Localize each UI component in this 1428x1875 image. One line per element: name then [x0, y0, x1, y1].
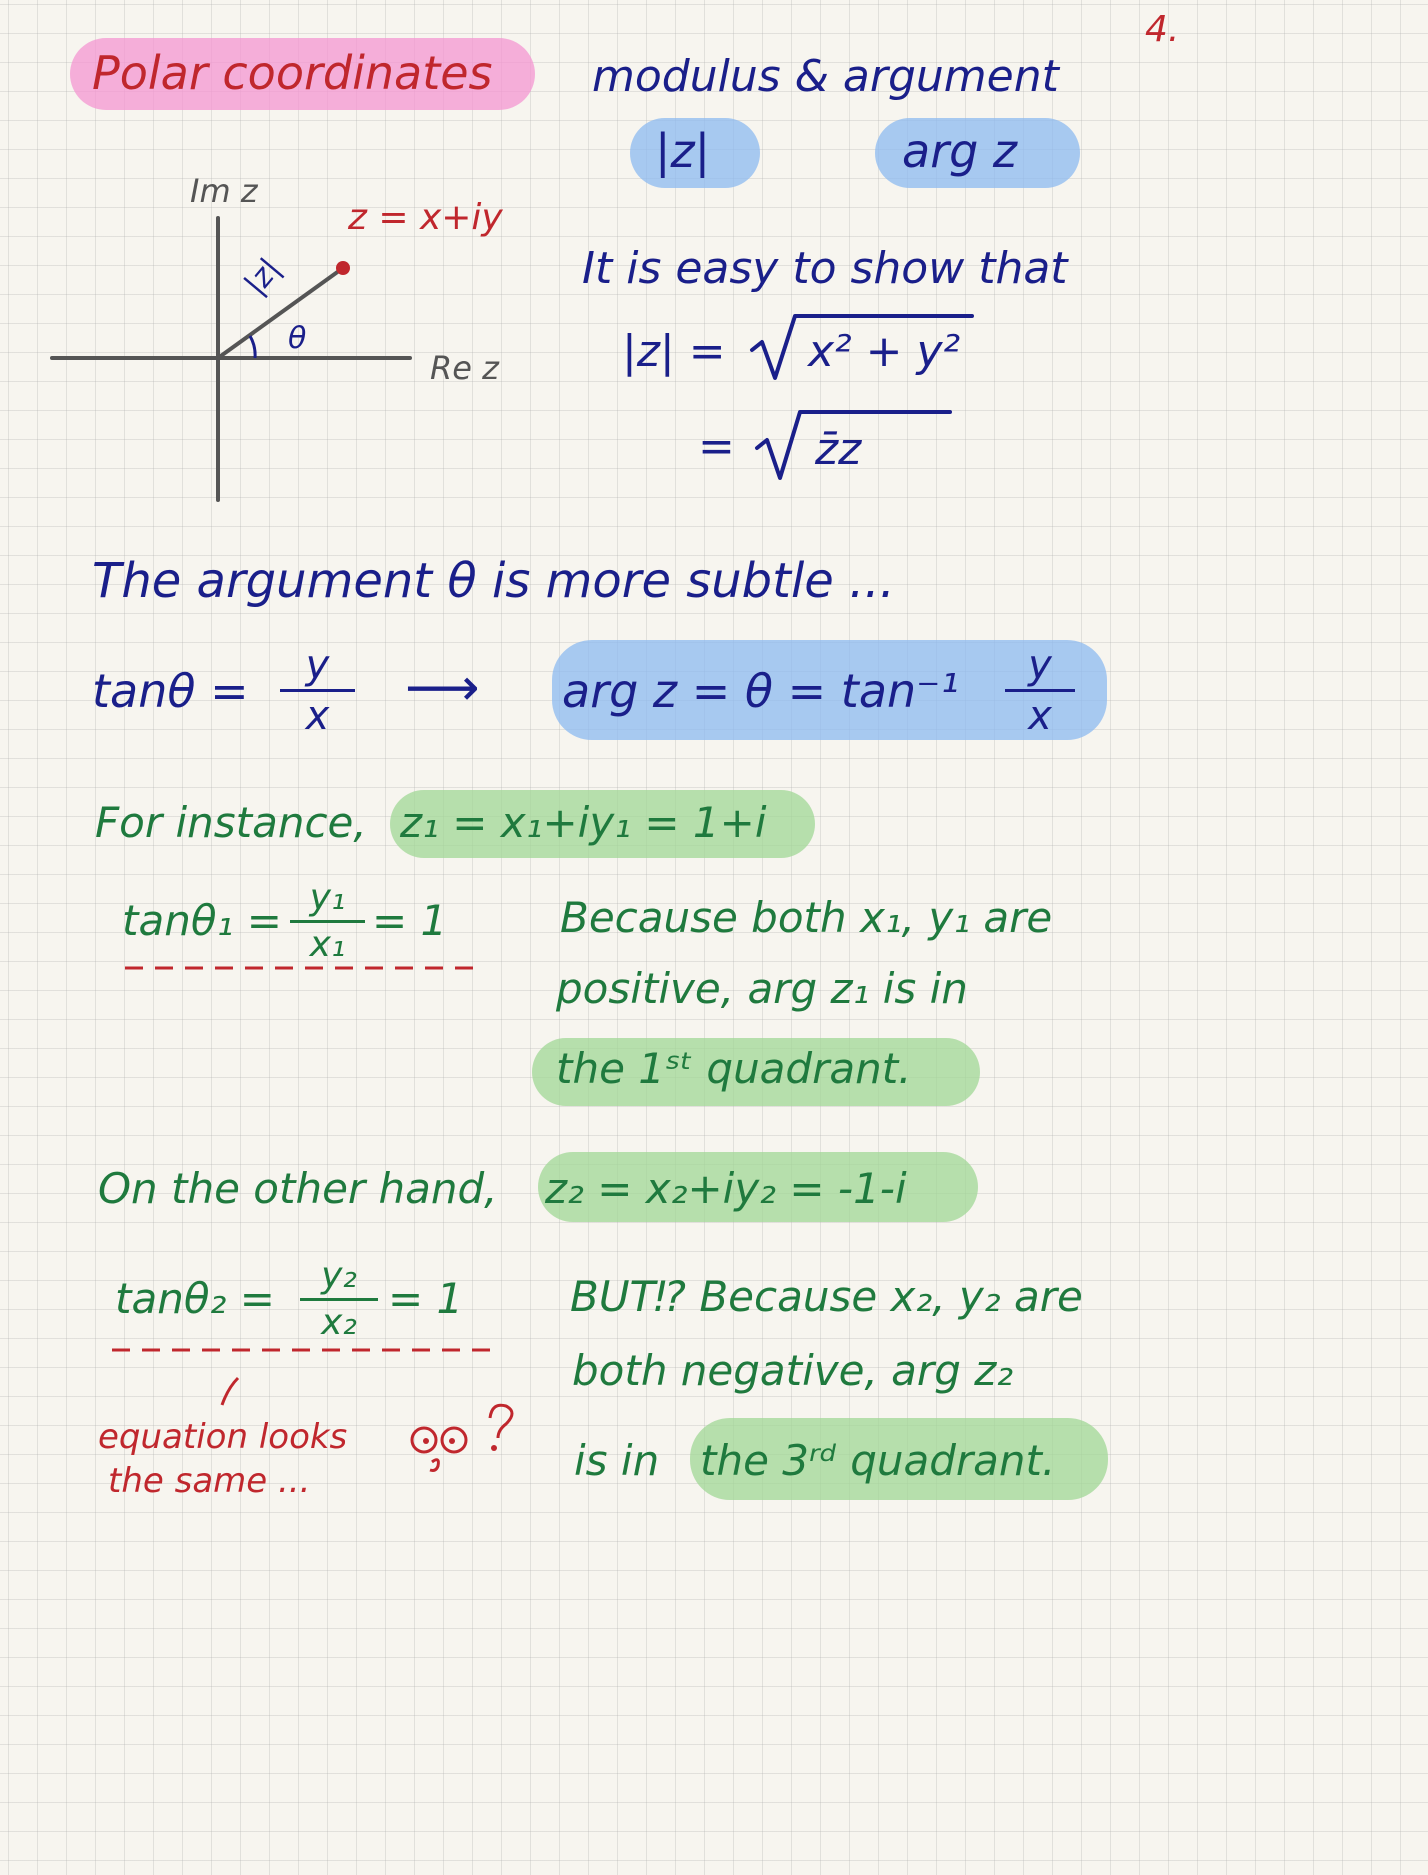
note-pointer [222, 1378, 238, 1405]
radius-label: |z| [237, 251, 288, 302]
im-axis-label: Im z [190, 172, 258, 210]
subtitle: modulus & argument [592, 51, 1059, 102]
tan1-denominator: x₁ [309, 924, 346, 965]
but-line1: BUT⁉ Because x₂, y₂ are [570, 1272, 1083, 1321]
because1-line2: positive, arg z₁ is in [556, 964, 968, 1013]
tan1-numerator: y₁ [309, 877, 346, 918]
point-label: z = x+iy [348, 197, 503, 238]
tan2-numerator: y₂ [321, 1255, 357, 1296]
tan-fraction [280, 642, 355, 739]
tan-fraction-bar [280, 689, 355, 692]
arrow-icon: ⟶ [405, 658, 480, 718]
eq2-lhs: = [698, 421, 735, 472]
tan2-lhs: tanθ₂ = [115, 1274, 275, 1323]
tan2-fraction [300, 1255, 378, 1343]
note-line2: the same ... [108, 1461, 311, 1501]
easy-text: It is easy to show that [582, 243, 1068, 294]
angle-label: θ [288, 321, 307, 356]
modulus-symbol: |z| [655, 124, 711, 178]
because1-line3: the 1ˢᵗ quadrant. [556, 1044, 912, 1093]
arg-fraction [1005, 642, 1075, 739]
page-title: Polar coordinates [92, 46, 493, 100]
confused-face-icon [412, 1405, 512, 1470]
eq2-rhs: z̄z [815, 424, 862, 475]
tan1-rhs: = 1 [372, 896, 448, 945]
page-number: 4. [1145, 9, 1180, 50]
tan1-lhs: tanθ₁ = [122, 896, 282, 945]
tan-lhs: tanθ = [92, 664, 249, 718]
arg-fraction-bar [1005, 689, 1075, 692]
other-hand-text: On the other hand, [98, 1164, 498, 1213]
but-line2: both negative, arg z₂ [572, 1346, 1014, 1395]
but-line3-end: the 3ʳᵈ quadrant. [700, 1436, 1056, 1485]
argument-symbol: arg z [902, 124, 1018, 178]
tan1-fraction-bar [290, 920, 365, 923]
tan-denominator: x [305, 693, 330, 739]
tan2-denominator: x₂ [321, 1302, 357, 1343]
z2-equation: z₂ = x₂+iy₂ = -1-i [545, 1164, 907, 1213]
re-axis-label: Re z [430, 349, 499, 387]
arg-denominator: x [1028, 693, 1052, 739]
note-line1: equation looks [98, 1417, 348, 1457]
z1-equation: z₁ = x₁+iy₁ = 1+i [400, 798, 767, 847]
angle-arc [250, 336, 255, 358]
because1-line1: Because both x₁, y₁ are [560, 893, 1053, 942]
subtle-text: The argument θ is more subtle ... [92, 553, 895, 609]
tan-numerator: y [305, 642, 330, 688]
point-z [336, 261, 350, 275]
arg-numerator: y [1028, 642, 1052, 688]
tan1-fraction [290, 877, 365, 965]
arg-eq-lhs: arg z = θ = tan⁻¹ [562, 664, 959, 718]
eq1-rhs: x² + y² [808, 326, 961, 377]
tan2-rhs: = 1 [388, 1274, 464, 1323]
eq1-lhs: |z| = [622, 326, 726, 377]
but-line3-start: is in [574, 1436, 660, 1485]
tan2-fraction-bar [300, 1298, 378, 1301]
instance-text: For instance, [95, 798, 367, 847]
